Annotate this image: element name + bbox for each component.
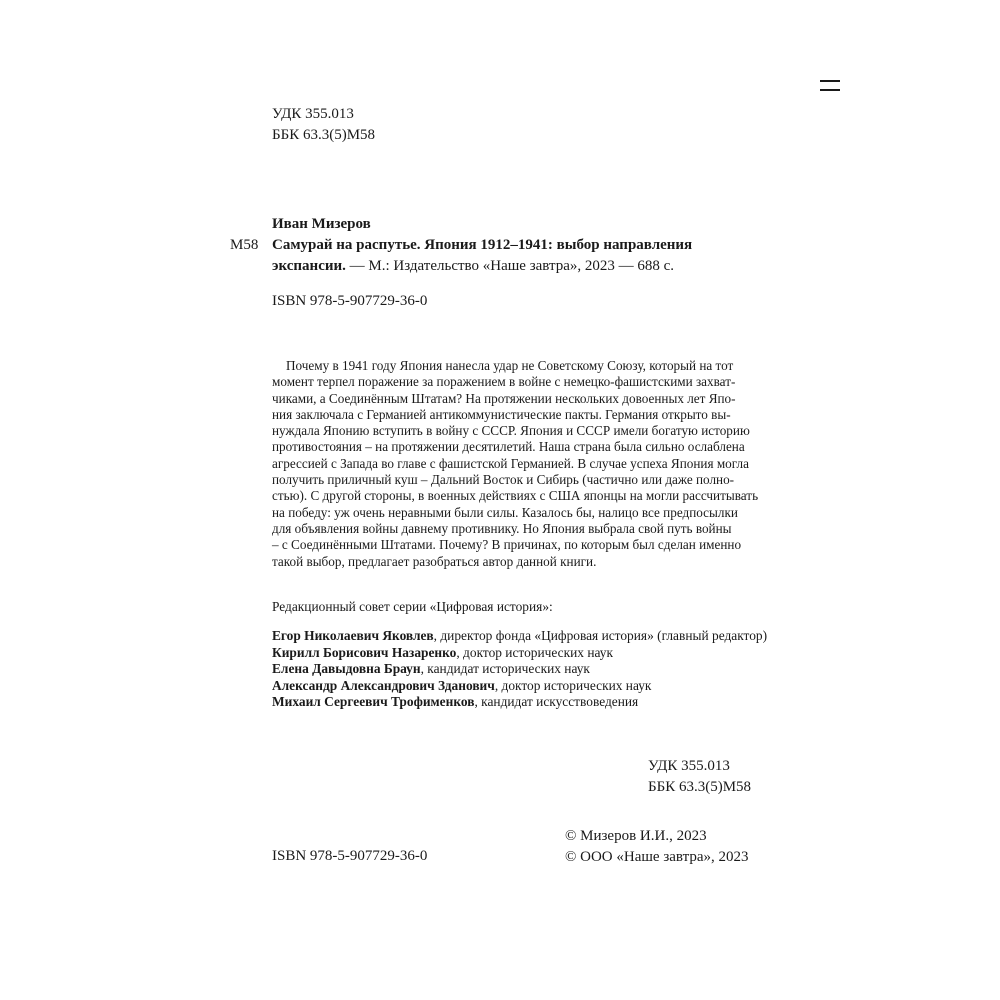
member-role: , доктор исторических наук (494, 677, 652, 693)
abstract-line: стью). С другой стороны, в военных действиях с США японцы на могли рассчитывать (272, 488, 759, 504)
member-role: , кандидат исторических наук (420, 661, 590, 676)
member-name: Елена Давыдовна Браун (272, 661, 421, 676)
isbn-bottom: ISBN 978-5-907729-36-0 (272, 848, 428, 864)
udk-code: УДК 355.013 (648, 758, 730, 774)
copyright-author: © Мизеров И.И., 2023 (565, 828, 707, 844)
abstract (272, 358, 759, 570)
editorial-board-list (272, 628, 767, 711)
abstract-line: такой выбор, предлагает разобраться автор данной книги. (272, 553, 597, 569)
book-title-end: экспансии. (272, 258, 346, 274)
bibliographic-record (272, 214, 692, 277)
copyright-block (565, 826, 749, 868)
member-role: , доктор исторических наук (456, 644, 613, 660)
board-member (272, 645, 767, 662)
author-mark: М58 (230, 237, 259, 253)
abstract-line: Почему в 1941 году Япония нанесла удар не Советскому Союзу, который на тот (286, 358, 734, 373)
copyright-publisher: © ООО «Наше завтра», 2023 (565, 849, 749, 865)
abstract-line: для объявления войны давнему противнику. Но Япония выбрала свой путь войны (272, 520, 732, 536)
imprint: — М.: Издательство «Наше завтра», 2023 — 688 с. (345, 258, 675, 274)
member-name: Александр Александрович Зданович (272, 677, 495, 693)
abstract-line: – с Соединёнными Штатами. Почему? В причинах, по которым был сделан именно (272, 537, 742, 553)
editorial-board-title: Редакционный совет серии «Цифровая история»: (272, 599, 553, 614)
board-member (272, 628, 767, 645)
abstract-line: ния заключала с Германией антикоммунистические пакты. Германия открыто вы- (272, 406, 731, 422)
author-name: Иван Мизеров (272, 216, 371, 232)
book-title-line2 (272, 256, 692, 277)
board-member (272, 678, 767, 695)
member-role: , кандидат искусствоведения (474, 694, 639, 709)
abstract-line: момент терпел поражение за поражением в войне с немецко-фашистскими захват- (272, 374, 736, 390)
bottom-classification-codes (648, 756, 751, 798)
member-name: Михаил Сергеевич Трофименков (272, 694, 475, 709)
top-classification-codes (272, 104, 375, 146)
book-title-line1: Самурай на распутье. Япония 1912–1941: выбор направления (272, 237, 693, 253)
abstract-line: чиками, а Соединённым Штатам? На протяжении нескольких довоенных лет Япо- (272, 390, 736, 406)
menu-icon-line (820, 89, 840, 91)
udk-code: УДК 355.013 (272, 106, 354, 122)
isbn-top: ISBN 978-5-907729-36-0 (272, 293, 428, 309)
abstract-line: нуждала Японию вступить в войну с СССР. Япония и СССР имели богатую историю (272, 423, 750, 439)
abstract-line: агрессией с Запада во главе с фашистской Германией. В случае успеха Япония могла (272, 455, 749, 471)
bbk-code: ББК 63.3(5)М58 (272, 127, 376, 143)
board-member (272, 694, 767, 711)
member-role: , директор фонда «Цифровая история» (главный редактор) (433, 628, 768, 643)
member-name: Егор Николаевич Яковлев (272, 628, 434, 643)
member-name: Кирилл Борисович Назаренко (272, 644, 457, 660)
abstract-line: противостояния – на протяжении десятилетий. Наша страна была сильно ослаблена (272, 439, 745, 455)
menu-icon[interactable] (820, 78, 840, 92)
bbk-code: ББК 63.3(5)М58 (648, 779, 752, 795)
menu-icon-line (820, 80, 840, 82)
abstract-line: получить приличный куш – Дальний Восток и Сибирь (частично или даже полно- (272, 472, 735, 488)
abstract-line: на победу: уж очень неравными были силы. Казалось бы, налицо все предпосылки (272, 504, 738, 520)
board-member (272, 661, 767, 678)
